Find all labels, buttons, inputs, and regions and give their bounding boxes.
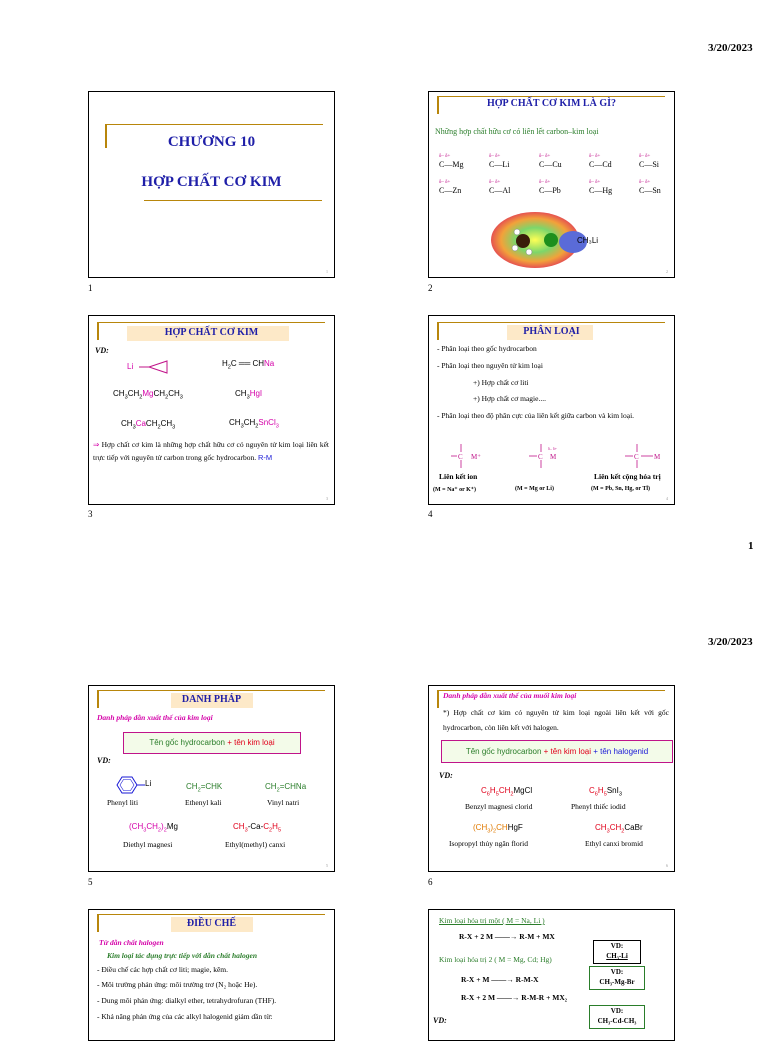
bond-polarity-diagram <box>449 442 659 470</box>
bond-label: C—Mg <box>439 160 464 169</box>
slide-number: 3 <box>88 509 93 519</box>
compound-2-formula: $CH_2=CHK$ <box>186 782 223 794</box>
bond-c-mg <box>439 154 463 169</box>
molecule-label: CH₃Li <box>577 236 599 245</box>
compound-4-formula: $CH_3CH_2CaBr$ <box>595 823 643 835</box>
line-4: +) Hợp chất cơ magie.... <box>473 394 546 403</box>
line-1: - Phân loại theo gốc hydrocarbon <box>437 344 537 353</box>
partial-charge-label: δ– δ+ <box>439 154 451 159</box>
partial-charge-label: δ– δ+ <box>489 180 501 185</box>
slide-3[interactable] <box>88 315 335 505</box>
slide-subtitle: Những hợp chất hữu cơ có liên lết carbon–kim loại <box>435 127 599 136</box>
bond-label: C—Cu <box>539 160 562 169</box>
compound-3-formula: $CH_2=CHNa$ <box>265 782 307 794</box>
partial-charge-label: δ– δ+ <box>539 180 551 185</box>
slide-page-mark: 4 <box>666 496 668 501</box>
bond-label: C—Zn <box>439 186 462 195</box>
accent-line <box>105 124 323 125</box>
example-box-1: VD: CH₃-Li <box>593 940 641 964</box>
slide-number: 4 <box>428 509 433 519</box>
chapter-number: CHƯƠNG 10 <box>167 134 256 150</box>
accent-bar <box>437 690 439 708</box>
ionic-bond-metals: (M = Na⁺ or K⁺) <box>433 487 476 493</box>
accent-line <box>97 914 325 915</box>
partial-charge-label: δ– δ+ <box>589 154 601 159</box>
bond-c-zn <box>439 180 461 195</box>
partial-charge-label: δ– δ+ <box>439 180 451 185</box>
line-5: - Phân loại theo độ phân cực của liên kết giữa carbon và kim loại. <box>437 411 635 420</box>
slide-1[interactable] <box>88 91 335 278</box>
rm-label: R-M <box>257 453 273 462</box>
accent-line <box>437 322 665 323</box>
bond-label: C—Sn <box>639 186 661 195</box>
slide-number: 1 <box>88 283 93 293</box>
slide-title: PHÂN LOẠI <box>523 326 580 337</box>
bond-c-cd <box>589 154 612 169</box>
svg-text:M: M <box>654 453 661 461</box>
slide-subtitle: Danh pháp dẫn xuất thế của kim loại <box>97 713 213 722</box>
bond-label: C—Pb <box>539 186 561 195</box>
compound-2-name: Ethenyl kali <box>185 798 222 807</box>
compound-3-name: Vinyl natri <box>267 798 300 807</box>
accent-line <box>97 322 325 323</box>
vd-label: VD: <box>95 346 109 355</box>
slide-page-mark: 5 <box>326 863 328 868</box>
compound-4-name: Diethyl magnesi <box>123 840 173 849</box>
polar-bond-metals: (M = Mg or Li) <box>515 486 554 492</box>
slide-7[interactable] <box>88 909 335 1041</box>
bond-label: C—Hg <box>589 186 613 195</box>
lithium-label: Li <box>127 362 134 371</box>
bond-c-sn <box>639 180 661 195</box>
compound-2-formula: $C_6H_5SnI_3$ <box>589 786 622 798</box>
slide-title: DANH PHÁP <box>181 694 242 705</box>
formula-3: $CH_3HgI$ <box>235 389 263 401</box>
bond-label: C—Li <box>489 160 510 169</box>
slide-8[interactable] <box>428 909 675 1041</box>
bond-label: C—Si <box>639 160 660 169</box>
chapter-title: HỢP CHẤT CƠ KIM <box>141 174 282 190</box>
vd-label: VD: <box>433 1016 447 1025</box>
slide-page-mark: 3 <box>326 496 328 501</box>
accent-line-bottom <box>144 200 322 201</box>
bond-label: C—Al <box>489 186 511 195</box>
reaction-2: R-X + M ——→ R-M-X <box>461 975 539 984</box>
bond-c-si <box>639 154 659 169</box>
line-3: - Dung môi phản ứng: dialkyl ether, tetrahydrofuran (THF). <box>97 996 277 1005</box>
compound-1-formula: Li <box>145 779 152 788</box>
slide-page-mark: 2 <box>666 269 668 274</box>
accent-line <box>97 690 325 691</box>
compound-2-name: Phenyl thiếc iodid <box>571 802 626 811</box>
line-3: +) Hợp chất cơ liti <box>473 378 529 387</box>
compound-4-name: Ethyl canxi bromid <box>585 839 643 848</box>
bond-c-li <box>489 154 509 169</box>
compound-4-formula: $(CH_3CH_2)_2Mg$ <box>129 822 178 834</box>
formula-1: $H_2C$ ══ CHNa <box>222 359 275 371</box>
compound-3-name: Isopropyl thủy ngân florid <box>449 839 528 848</box>
compound-5-name: Ethyl(methyl) canxi <box>225 840 286 849</box>
subsection-heading: Kim loại tác dụng trực tiếp với dẫn chất halogen <box>107 951 257 960</box>
section-heading: Từ dẫn chất halogen <box>99 938 164 947</box>
vd-label: VD: <box>97 756 111 765</box>
slide-2[interactable] <box>428 91 675 278</box>
example-box-2: VD: CH₃-Mg-Br <box>589 966 645 990</box>
bond-c-pb <box>539 180 561 195</box>
line-1: - Điều chế các hợp chất cơ liti; magie, kẽm. <box>97 965 229 974</box>
slide-number: 2 <box>428 283 433 293</box>
heading-monovalent: Kim loại hóa trị một ( M = Na, Li ) <box>439 916 545 925</box>
svg-text:C: C <box>538 453 543 461</box>
electrostatic-map-icon <box>487 210 587 272</box>
bond-c-cu <box>539 154 562 169</box>
slide-page-mark: 1 <box>326 269 328 274</box>
bond-label: C—Cd <box>589 160 612 169</box>
heading-divalent: Kim loại hóa trị 2 ( M = Mg, Cd; Hg) <box>439 955 552 964</box>
slide-number: 6 <box>428 877 433 887</box>
slide-5[interactable] <box>88 685 335 872</box>
compound-1-name: Benzyl magnesi clorid <box>465 802 533 811</box>
slide-title: HỢP CHẤT CƠ KIM LÀ GÌ? <box>487 98 616 109</box>
partial-charge-label: δ– δ+ <box>639 154 651 159</box>
naming-rule-box: Tên gốc hydrocarbon + tên kim loại <box>123 732 301 754</box>
accent-line <box>437 96 665 97</box>
bond-c-al <box>489 180 510 195</box>
formula-2: $CH_3CH_2MgCH_2CH_3$ <box>113 389 183 401</box>
slide-subtitle: Danh pháp dẫn xuất thế của muối kim loại <box>443 691 577 700</box>
slide-6[interactable] <box>428 685 675 872</box>
example-box-3: VD: CH₃-Cd-CH₃ <box>589 1005 645 1029</box>
page-date: 3/20/2023 <box>708 42 753 54</box>
cyclopropyl-icon <box>139 360 169 374</box>
formula-4: $CH_3CaCH_2CH_3$ <box>121 419 176 431</box>
partial-charge-label: δ– δ+ <box>639 180 651 185</box>
partial-charge-label: δ– δ+ <box>589 180 601 185</box>
compound-1-name: Phenyl liti <box>107 798 139 807</box>
covalent-bond-metals: (M = Pb, Sn, Hg, or Tl) <box>591 486 651 492</box>
covalent-bond-label: Liên kết cộng hóa trị <box>594 472 661 481</box>
svg-text:C: C <box>634 453 639 461</box>
formula-5: $CH_3CH_2SnCl_3$ <box>229 418 279 430</box>
slide-title: HỢP CHẤT CƠ KIM <box>164 327 259 338</box>
description-text: *) Hợp chất cơ kim có nguyên tử kim loại ngoài liên kết với gốc hydrocarbon, còn liên kết với halogen. <box>443 708 669 732</box>
line-2: - Phân loại theo nguyên tử kim loại <box>437 361 543 370</box>
ionic-bond-label: Liên kết ion <box>439 472 478 481</box>
reaction-1: R-X + 2 M ——→ R-M + MX <box>459 932 555 941</box>
page-number: 1 <box>748 540 754 552</box>
line-4: - Khả năng phản ứng của các alkyl halogenid giảm dần từ: <box>97 1012 273 1021</box>
page-date: 3/20/2023 <box>708 636 753 648</box>
compound-5-formula: $CH_3-Ca-C_2H_5$ <box>233 822 282 834</box>
implies-icon: ⇒ <box>93 440 100 449</box>
slide-page-mark: 6 <box>666 863 668 868</box>
compound-3-formula: $(CH_3)_2CHHgF$ <box>473 823 523 835</box>
partial-charge-label: δ– δ+ <box>539 154 551 159</box>
svg-text:M: M <box>550 453 557 461</box>
vd-label: VD: <box>439 771 453 780</box>
slide-4[interactable] <box>428 315 675 505</box>
svg-text:δ– δ+: δ– δ+ <box>548 446 558 451</box>
reaction-3: R-X + 2 M ——→ R-M-R + MX₂ <box>461 993 567 1002</box>
definition-text: ⇒ Hợp chất cơ kim là những hợp chất hữu cơ có nguyên tử kim loại liên kết trực tiếp với nguyên tử carbon trong gốc hydrocarbon. R-M <box>93 440 330 462</box>
slide-title: ĐIỀU CHẾ <box>186 918 237 929</box>
compound-1-formula: $C_6H_5CH_2MgCl$ <box>481 786 533 798</box>
svg-text:C: C <box>458 453 463 461</box>
benzene-ring-icon <box>111 774 147 796</box>
bond-c-hg <box>589 180 612 195</box>
naming-rule-box: Tên gốc hydrocarbon + tên kim loại + tên halogenid <box>441 740 673 763</box>
line-2: - Môi trường phản ứng: môi trường trơ (N₂ hoặc He). <box>97 980 258 989</box>
svg-text:M⁺: M⁺ <box>471 453 481 461</box>
partial-charge-label: δ– δ+ <box>489 154 501 159</box>
slide-number: 5 <box>88 877 93 887</box>
